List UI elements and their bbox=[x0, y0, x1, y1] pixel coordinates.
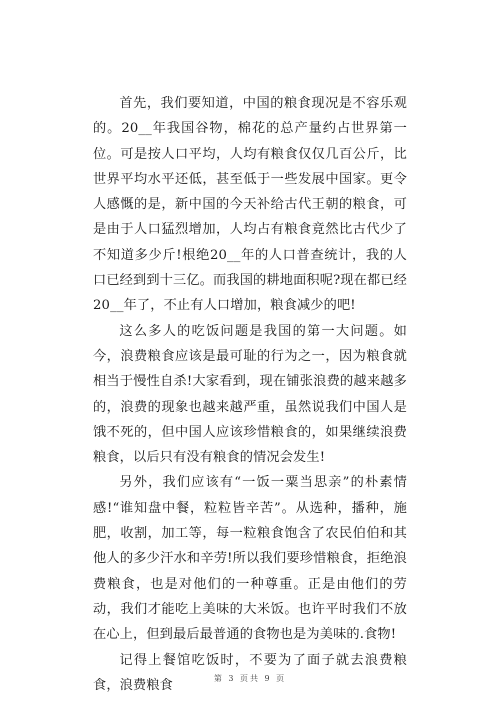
paragraph-3: 另外，我们应该有“一饭一粟当思亲”的朴素情感!“谁知盘中餐，粒粒皆辛苦”。从选种，播种，施肥，收割，加工等，每一粒粮食饱含了农民伯伯和其他人的多少汗水和辛劳!所以我们要珍惜粮食，拒绝浪费粮食，也是对他们的一种尊重。正是由他们的劳动，我们才能吃上美味的大米饭。也许平时我们不放在心上，但到最后最普通的食物也是为美味的.食物! bbox=[93, 475, 407, 643]
page-footer: 第 3 页共 9 页 bbox=[213, 674, 287, 683]
paragraph-1: 首先，我们要知道，中国的粮食现况是不容乐观的。20__年我国谷物，棉花的总产量约占世界第一位。可是按人口平均，人均有粮食仅仅几百公斤，比世界平均水平还低，甚至低于一些发展中国家。更令人感慨的是，新中国的今天补给古代王朝的粮食，可是由于人口猛烈增加，人均占有粮食竟然比古代少了不知道多少斤!根绝20__年的人口普查统计，我的人口已经到到十三亿。而我国的耕地面积呢?现在都已经20__年了，不止有人口增加，粮食减少的吧! bbox=[93, 96, 407, 314]
paragraph-2: 这么多人的吃饭问题是我国的第一大问题。如今，浪费粮食应该是最可耻的行为之一，因为粮食就相当于慢性自杀!大家看到，现在铺张浪费的越来越多的，浪费的现象也越来越严重，虽然说我们中国人是饿不死的，但中国人应该珍惜粮食的，如果继续浪费粮食，以后只有没有粮食的情况会发生! bbox=[93, 323, 407, 466]
paragraph-4: 记得上餐馆吃饭时，不要为了面子就去浪费粮食，浪费粮食 bbox=[93, 652, 407, 693]
document-body bbox=[93, 91, 407, 698]
